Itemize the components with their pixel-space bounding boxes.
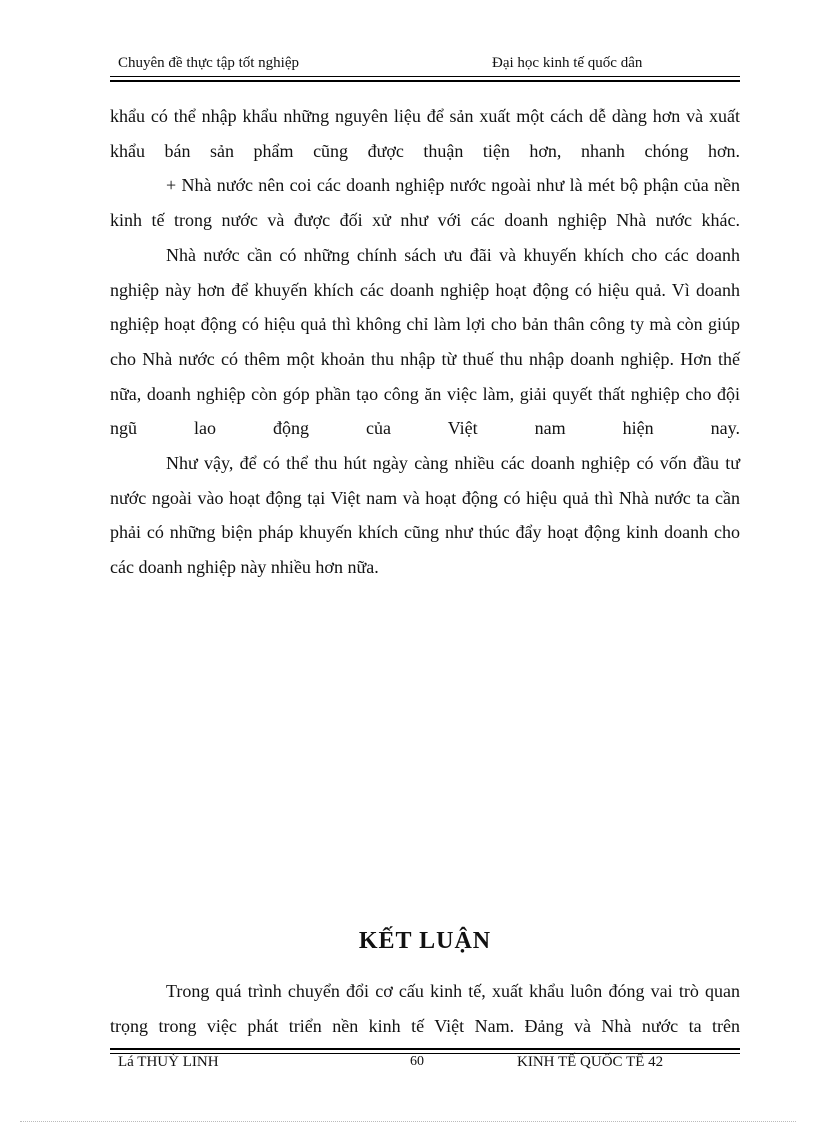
header-right: Đại học kinh tế quốc dân bbox=[492, 55, 643, 71]
page-bottom-border bbox=[20, 1121, 796, 1122]
conclusion-title: KẾT LUẬN bbox=[358, 928, 492, 954]
conclusion-body bbox=[110, 974, 740, 1043]
conclusion-paragraph: Trong quá trình chuyển đổi cơ cấu kinh tế, xuất khẩu luôn đóng vai trò quan trọng trong việc phát triển nền kinh tế Việt Nam. Đảng và Nhà nước ta trên bbox=[110, 981, 740, 1036]
paragraph-3: Nhà nước cần có những chính sách ưu đãi và khuyến khích cho các doanh nghiệp này hơn để khuyến khích các doanh nghiệp hoạt động có hiệu quả. Vì doanh nghiệp hoạt động có hiệu quả thì không chỉ làm lợi cho bản thân công ty mà còn giúp cho Nhà nước có thêm một khoản thu nhập từ thuế thu nhập doanh nghiệp. Hơn thế nữa, doanh nghiệp còn góp phần tạo công ăn việc làm, giải quyết thất nghiệp cho đội ngũ lao động của Việt nam hiện nay. bbox=[110, 244, 740, 439]
header-rule bbox=[110, 76, 740, 82]
paragraph-4: Như vậy, để có thể thu hút ngày càng nhiều các doanh nghiệp có vốn đầu tư nước ngoài vào hoạt động tại Việt nam và hoạt động có hiệu quả thì Nhà nước ta cần phải có những biện pháp khuyến khích cũng như thúc đẩy hoạt động kinh doanh cho các doanh nghiệp này nhiều hơn nữa. bbox=[110, 453, 740, 578]
footer-author: Lá THUỲ LINH bbox=[118, 1054, 219, 1070]
paragraph-1: khẩu có thể nhập khẩu những nguyên liệu để sản xuất một cách dễ dàng hơn và xuất khẩu bán sản phẩm cũng được thuận tiện hơn, nhanh chóng hơn. bbox=[110, 106, 740, 161]
footer-page-number: 60 bbox=[410, 1054, 424, 1069]
body-text bbox=[110, 99, 740, 585]
header-left: Chuyên đề thực tập tốt nghiệp bbox=[118, 55, 300, 71]
paragraph-2: + Nhà nước nên coi các doanh nghiệp nước ngoài như là mét bộ phận của nền kinh tế trong nước và được đối xử như với các doanh nghiệp Nhà nước khác. bbox=[110, 175, 740, 231]
footer-class: KINH TẾ QUỐC TẾ 42 bbox=[517, 1054, 664, 1070]
